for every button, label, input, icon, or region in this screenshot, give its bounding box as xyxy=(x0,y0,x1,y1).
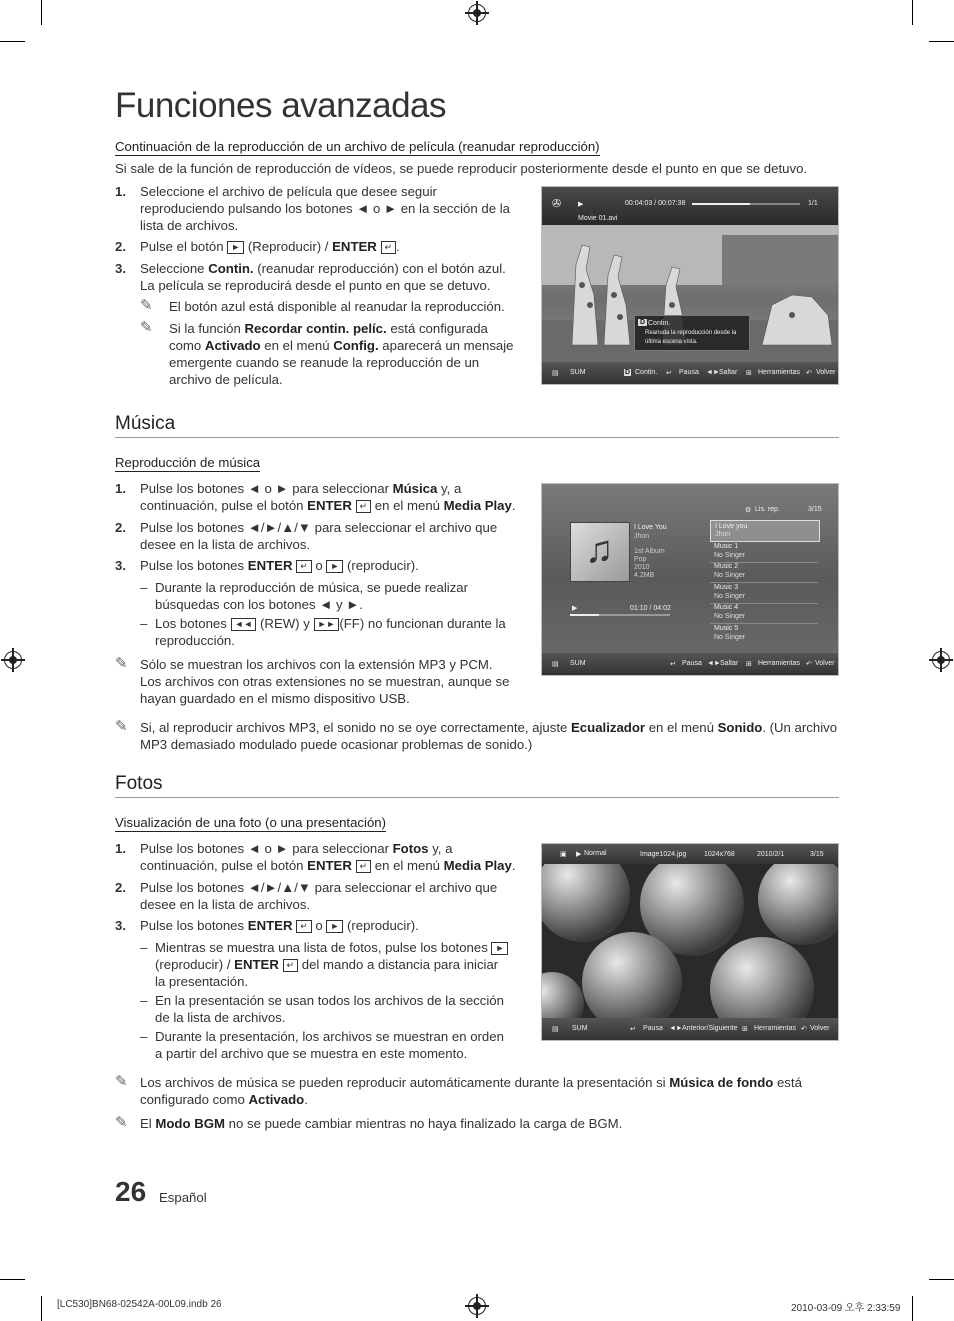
movie-step-3: Seleccione Contin. (reanudar reproducción) con el botón azul. La película se reproducirá desde el punto en que se detuvo. xyxy=(140,261,506,293)
play-key-icon: ► xyxy=(326,920,343,933)
movie-player-screenshot xyxy=(541,186,839,385)
return-icon: ↶ xyxy=(806,370,812,377)
movie-frame xyxy=(542,225,838,362)
music-time: 01:10 / 04:02 xyxy=(630,605,671,612)
music-btn-tools[interactable]: Herramientas xyxy=(758,660,801,667)
music-section-title: Música xyxy=(115,413,839,438)
registration-mark-icon xyxy=(468,4,486,22)
photos-step-1: Pulse los botones ◄ o ► para seleccionar Fotos y, a continuación, pulse el botón ENTER ↵ en el menú Media Play. xyxy=(140,841,516,873)
photo-icon: ▣ xyxy=(560,851,567,858)
movie-btn-return[interactable]: Volver xyxy=(816,369,836,376)
step-number: 3. xyxy=(115,558,126,573)
music-btn-pause[interactable]: Pausa xyxy=(682,660,702,667)
crop-mark xyxy=(929,1279,954,1280)
left-right-arrows-icon: ◄► xyxy=(669,1025,683,1032)
music-btn-skip[interactable]: Saltar xyxy=(720,660,739,667)
footer-file-info: [LC530]BN68-02542A-00L09.indb 26 xyxy=(57,1299,222,1310)
resume-popup-title: Contin. xyxy=(648,320,671,327)
music-list-item[interactable]: Music 3 No Singer xyxy=(710,583,818,604)
registration-mark-icon xyxy=(468,1297,486,1315)
enter-key-icon: ↵ xyxy=(670,661,676,668)
note-pencil-icon: ✎ xyxy=(140,319,153,336)
photo-btn-pause[interactable]: Pausa xyxy=(643,1025,663,1032)
photos-dash-2: En la presentación se usan todos los archivos de la sección de la lista de archivos. xyxy=(155,993,504,1025)
song-album: 1st Album xyxy=(634,548,665,555)
movie-step-1: Seleccione el archivo de película que desee seguir reproduciendo pulsando los botones ◄ o ► en la sección de la lista de archivos. xyxy=(140,184,510,233)
enter-key-icon: ↵ xyxy=(356,860,372,873)
movie-count: 1/1 xyxy=(808,200,818,207)
music-dash-1: Durante la reproducción de música, se puede realizar búsquedas con los botones ◄ y ►. xyxy=(155,580,469,612)
return-icon: ↶ xyxy=(806,661,812,668)
music-btn-return[interactable]: Volver xyxy=(815,660,835,667)
song-genre: Pop xyxy=(634,556,647,563)
enter-key-icon: ↵ xyxy=(666,370,672,377)
album-art xyxy=(570,522,630,582)
usb-icon: ▤ xyxy=(552,661,559,668)
enter-key-icon: ↵ xyxy=(630,1026,636,1033)
song-title: I Love You xyxy=(634,524,667,531)
movie-progress-fill xyxy=(692,203,750,205)
step-number: 2. xyxy=(115,880,126,895)
photo-btn-tools[interactable]: Herramientas xyxy=(754,1025,797,1032)
crop-mark xyxy=(41,1296,42,1321)
photos-subhead: Visualización de una foto (o una presentación) xyxy=(115,815,387,830)
tools-icon: ⊞ xyxy=(746,661,752,668)
play-status-icon: ▶ xyxy=(576,851,582,858)
movie-progress-track xyxy=(692,203,800,205)
return-icon: ↶ xyxy=(801,1026,807,1033)
note-pencil-icon: ✎ xyxy=(115,1073,128,1090)
play-status-icon: ▶ xyxy=(578,201,584,208)
step-number: 2. xyxy=(115,239,126,254)
usb-icon: ▤ xyxy=(552,370,559,377)
step-number: 3. xyxy=(115,918,126,933)
playlist-icon: ⚙ xyxy=(745,507,752,514)
movie-top-bar xyxy=(542,187,838,225)
crop-mark xyxy=(912,1296,913,1321)
blue-button-icon: D xyxy=(640,319,646,326)
movie-step-2: Pulse el botón ► (Reproducir) / ENTER ↵ . xyxy=(140,239,400,254)
blue-button-icon: D xyxy=(625,369,631,376)
music-dash-2: Los botones ◄◄ (REW) y ►► (FF) no funcionan durante la reproducción. xyxy=(155,616,506,648)
music-step-2: Pulse los botones ◄/►/▲/▼ para seleccionar el archivo que desee en la lista de archivos. xyxy=(140,520,498,552)
photo-top-bar xyxy=(542,844,838,864)
movie-note-1: El botón azul está disponible al reanudar la reproducción. xyxy=(169,299,505,314)
fast-forward-key-icon: ►► xyxy=(314,618,340,631)
page-number: 26 xyxy=(115,1176,147,1207)
enter-key-icon: ↵ xyxy=(296,920,312,933)
movie-subhead: Continuación de la reproducción de un archivo de película (reanudar reproducción) xyxy=(115,139,600,154)
song-year: 2010 xyxy=(634,564,650,571)
music-list-item[interactable]: Music 2 No Singer xyxy=(710,562,818,583)
movie-btn-skip[interactable]: Saltar xyxy=(719,369,738,376)
crop-mark xyxy=(0,41,25,42)
enter-key-icon: ↵ xyxy=(381,241,397,254)
photos-dash-1: Mientras se muestra una lista de fotos, pulse los botones ► (reproducir) / ENTER ↵ del mando a distancia para iniciar la presentación. xyxy=(155,939,510,990)
movie-file-name: Movie 01.avi xyxy=(578,215,618,222)
photo-date: 2010/2/1 xyxy=(757,851,785,858)
play-status-icon: ▶ xyxy=(572,605,578,612)
step-number: 1. xyxy=(115,841,126,856)
photo-viewer-screenshot xyxy=(541,843,839,1041)
music-list-item-selected[interactable]: I Love you Jhon xyxy=(710,520,820,542)
usb-icon: ▤ xyxy=(552,1026,559,1033)
photo-mode: Normal xyxy=(584,850,607,857)
step-number: 2. xyxy=(115,520,126,535)
registration-mark-icon xyxy=(932,651,950,669)
photo-bottom-bar xyxy=(542,1018,838,1040)
dash-bullet: – xyxy=(140,580,148,595)
music-step-3: Pulse los botones ENTER ↵ o ► (reproducir). xyxy=(140,558,419,573)
photo-btn-prev-next[interactable]: Anterior/Siguiente xyxy=(682,1025,738,1032)
music-count: 3/15 xyxy=(808,506,822,513)
device-label: SUM xyxy=(570,660,586,667)
movie-time: 00:04:03 / 00:07:38 xyxy=(625,200,686,207)
crop-mark xyxy=(0,1279,25,1280)
footer-date: 2010-03-09 오후 2:33:59 xyxy=(791,1303,901,1314)
dash-bullet: – xyxy=(140,616,148,631)
step-number: 3. xyxy=(115,261,126,276)
enter-key-icon: ↵ xyxy=(283,959,299,972)
music-list-item[interactable]: Music 4 No Singer xyxy=(710,603,818,624)
device-label: SUM xyxy=(570,369,586,376)
resume-popup-text: Reanuda la reproducción desde la xyxy=(645,330,737,336)
photo-resolution: 1024x768 xyxy=(704,851,735,858)
crop-mark xyxy=(41,0,42,25)
enter-key-icon: ↵ xyxy=(356,500,372,513)
movie-note-2: Si la función Recordar contin. pelíc. está configurada como Activado en el menú Config. aparecerá un mensaje emergente cuando se reanude la reproducción de un archivo de película. xyxy=(169,321,514,387)
photos-dash-3: Durante la presentación, los archivos se muestran en orden a partir del archivo que se muestra en este momento. xyxy=(155,1029,504,1061)
enter-key-icon: ↵ xyxy=(296,560,312,573)
music-note-1: Sólo se muestran los archivos con la extensión MP3 y PCM. Los archivos con otras extensiones no se muestran, aunque se hayan guardado en el mismo dispositivo USB. xyxy=(140,657,510,706)
film-icon: ✇ xyxy=(552,198,562,210)
resume-popup-text: última escena vista. xyxy=(645,339,698,345)
resume-popup xyxy=(634,315,750,351)
music-list-item[interactable]: Music 5 No Singer xyxy=(714,625,746,641)
play-key-icon: ► xyxy=(491,942,508,955)
dash-bullet: – xyxy=(140,993,148,1008)
crop-mark xyxy=(912,0,913,25)
dash-bullet: – xyxy=(140,940,148,955)
registration-mark-icon xyxy=(4,651,22,669)
music-subhead: Reproducción de música xyxy=(115,455,261,470)
photos-section-title: Fotos xyxy=(115,773,839,798)
music-note-icon: ♫ xyxy=(585,529,614,571)
note-pencil-icon: ✎ xyxy=(115,718,128,735)
movie-btn-tools[interactable]: Herramientas xyxy=(758,369,801,376)
photos-step-2: Pulse los botones ◄/►/▲/▼ para seleccionar el archivo que desee en la lista de archivos. xyxy=(140,880,498,912)
song-artist: Jhon xyxy=(634,533,650,540)
movie-intro: Si sale de la función de reproducción de vídeos, se puede reproducir posteriormente desde el punto en que se detuvo. xyxy=(115,161,808,176)
music-player-screenshot xyxy=(541,483,839,676)
photo-btn-return[interactable]: Volver xyxy=(810,1025,830,1032)
note-pencil-icon: ✎ xyxy=(115,1114,128,1131)
play-key-icon: ► xyxy=(227,241,244,254)
movie-bottom-bar xyxy=(542,362,838,384)
tools-icon: ⊞ xyxy=(742,1026,748,1033)
step-number: 1. xyxy=(115,481,126,496)
tools-icon: ⊞ xyxy=(746,370,752,377)
left-right-arrows-icon: ◄► xyxy=(707,660,721,667)
photo-count: 3/15 xyxy=(810,851,824,858)
photos-step-3: Pulse los botones ENTER ↵ o ► (reproducir). xyxy=(140,918,419,933)
music-step-1: Pulse los botones ◄ o ► para seleccionar Música y, a continuación, pulse el botón ENTER ↵ en el menú Media Play. xyxy=(140,481,516,513)
page-language: Español xyxy=(159,1190,207,1205)
rewind-key-icon: ◄◄ xyxy=(231,618,257,631)
music-bottom-bar xyxy=(542,653,838,675)
crop-mark xyxy=(929,41,954,42)
movie-btn-pause[interactable]: Pausa xyxy=(679,369,699,376)
music-progress-fill xyxy=(570,614,599,616)
photo-file-name: Image1024.jpg xyxy=(640,851,687,858)
music-note-2: Si, al reproducir archivos MP3, el sonido no se oye correctamente, ajuste Ecualizador en el menú Sonido. (Un archivo MP3 demasiado modulado puede ocasionar problemas de sonido.) xyxy=(140,720,838,752)
device-label: SUM xyxy=(572,1025,588,1032)
movie-btn-contin[interactable]: Contin. xyxy=(635,369,658,376)
dash-bullet: – xyxy=(140,1029,148,1044)
step-number: 1. xyxy=(115,184,126,199)
note-pencil-icon: ✎ xyxy=(140,297,153,314)
play-key-icon: ► xyxy=(326,560,343,573)
photos-note-2: El Modo BGM no se puede cambiar mientras no haya finalizado la carga de BGM. xyxy=(140,1116,623,1131)
page-title: Funciones avanzadas xyxy=(115,86,446,125)
apples-photo xyxy=(542,864,838,1018)
music-progress-track xyxy=(570,614,670,616)
song-size: 4.2MB xyxy=(634,572,655,579)
playlist-label: Lis. rep. xyxy=(755,506,780,513)
music-list-item[interactable]: Music 1 No Singer xyxy=(710,542,818,563)
note-pencil-icon: ✎ xyxy=(115,655,128,672)
photos-note-1: Los archivos de música se pueden reproducir automáticamente durante la presentación si Música de fondo está configurado como Activado. xyxy=(140,1075,802,1107)
left-right-arrows-icon: ◄► xyxy=(706,369,720,376)
